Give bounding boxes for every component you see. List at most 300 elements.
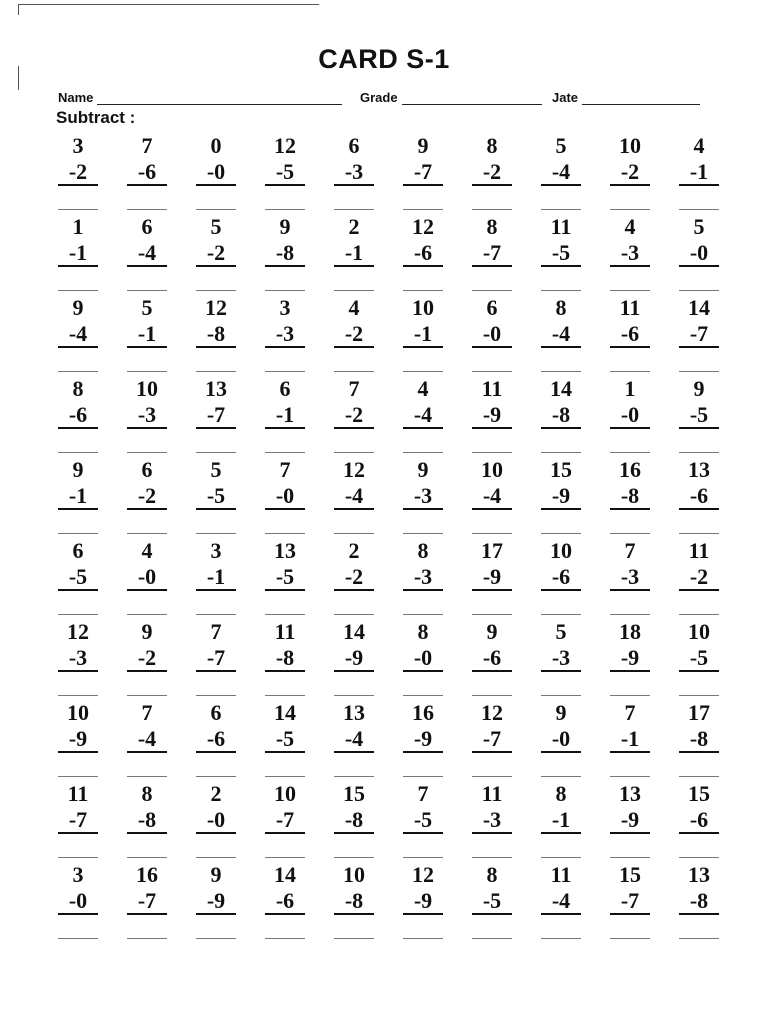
- grade-field[interactable]: [360, 90, 542, 105]
- separator-line: [196, 533, 236, 534]
- minuend: 6: [279, 376, 291, 401]
- separator-line: [196, 857, 236, 858]
- answer-line[interactable]: [541, 427, 581, 429]
- separator-line: [334, 938, 374, 939]
- subtrahend: -8: [275, 645, 295, 670]
- answer-line[interactable]: [679, 832, 719, 834]
- answer-line[interactable]: [196, 589, 236, 591]
- subtrahend: -0: [482, 321, 502, 346]
- subtrahend: -5: [275, 726, 295, 751]
- subtraction-problem: [182, 620, 251, 701]
- subtraction-problem: [527, 539, 596, 620]
- subtrahend: -8: [137, 807, 157, 832]
- separator-line: [265, 290, 305, 291]
- subtrahend: -9: [413, 726, 433, 751]
- subtraction-problem: [44, 377, 113, 458]
- answer-line[interactable]: [265, 832, 305, 834]
- answer-line[interactable]: [196, 913, 236, 915]
- subtraction-problem: [527, 215, 596, 296]
- minuend: 5: [141, 295, 153, 320]
- minuend: 8: [555, 781, 567, 806]
- answer-line[interactable]: [610, 913, 650, 915]
- answer-line[interactable]: [265, 265, 305, 267]
- subtrahend: -4: [344, 726, 364, 751]
- subtraction-problem: [596, 377, 665, 458]
- subtrahend: -6: [275, 888, 295, 913]
- minuend: 10: [688, 619, 710, 644]
- separator-line: [610, 371, 650, 372]
- subtraction-problem: [113, 134, 182, 215]
- minuend: 11: [550, 862, 572, 887]
- separator-line: [610, 290, 650, 291]
- answer-line[interactable]: [679, 508, 719, 510]
- name-field[interactable]: [58, 90, 342, 105]
- separator-line: [679, 290, 719, 291]
- subtrahend: -8: [344, 807, 364, 832]
- subtraction-problem: [113, 620, 182, 701]
- minuend: 16: [412, 700, 434, 725]
- separator-line: [403, 209, 443, 210]
- minuend: 7: [624, 538, 636, 563]
- subtraction-problem: [596, 539, 665, 620]
- separator-line: [403, 857, 443, 858]
- subtrahend: -6: [68, 402, 88, 427]
- subtraction-problem: [320, 458, 389, 539]
- subtrahend: -9: [620, 807, 640, 832]
- answer-line[interactable]: [403, 832, 443, 834]
- subtrahend: -5: [275, 564, 295, 589]
- minuend: 12: [412, 214, 434, 239]
- separator-line: [403, 614, 443, 615]
- subtraction-problem: [458, 296, 527, 377]
- separator-line: [610, 209, 650, 210]
- subtraction-problem: [596, 863, 665, 944]
- minuend: 7: [141, 700, 153, 725]
- answer-line[interactable]: [541, 589, 581, 591]
- subtraction-problem: [389, 134, 458, 215]
- subtraction-problem: [665, 863, 734, 944]
- subtrahend: -3: [482, 807, 502, 832]
- answer-line[interactable]: [265, 508, 305, 510]
- subtrahend: -1: [344, 240, 364, 265]
- subtraction-problem: [596, 134, 665, 215]
- subtrahend: -1: [68, 483, 88, 508]
- minuend: 15: [550, 457, 572, 482]
- separator-line: [265, 938, 305, 939]
- answer-line[interactable]: [265, 184, 305, 186]
- minuend: 2: [210, 781, 222, 806]
- subtraction-problem: [389, 620, 458, 701]
- subtraction-problem: [182, 215, 251, 296]
- subtraction-problem: [251, 458, 320, 539]
- answer-line[interactable]: [127, 508, 167, 510]
- subtrahend: -7: [137, 888, 157, 913]
- answer-line[interactable]: [610, 265, 650, 267]
- separator-line: [541, 857, 581, 858]
- answer-line[interactable]: [472, 265, 512, 267]
- separator-line: [679, 614, 719, 615]
- minuend: 10: [619, 133, 641, 158]
- minuend: 15: [619, 862, 641, 887]
- subtraction-problem: [458, 701, 527, 782]
- separator-line: [541, 371, 581, 372]
- minuend: 7: [141, 133, 153, 158]
- answer-line[interactable]: [127, 751, 167, 753]
- subtrahend: -5: [413, 807, 433, 832]
- subtraction-problem: [113, 539, 182, 620]
- subtrahend: -3: [620, 240, 640, 265]
- answer-line[interactable]: [196, 265, 236, 267]
- minuend: 6: [486, 295, 498, 320]
- separator-line: [265, 857, 305, 858]
- minuend: 5: [555, 619, 567, 644]
- name-blank-line[interactable]: [97, 92, 342, 105]
- answer-line[interactable]: [679, 184, 719, 186]
- answer-line[interactable]: [472, 346, 512, 348]
- answer-line[interactable]: [58, 832, 98, 834]
- subtraction-problem: [44, 296, 113, 377]
- answer-line[interactable]: [541, 670, 581, 672]
- answer-line[interactable]: [610, 346, 650, 348]
- answer-line[interactable]: [403, 751, 443, 753]
- subtrahend: -1: [275, 402, 295, 427]
- subtrahend: -6: [689, 807, 709, 832]
- subtraction-problem: [665, 377, 734, 458]
- subtraction-problem: [320, 539, 389, 620]
- answer-line[interactable]: [127, 913, 167, 915]
- subtrahend: -2: [137, 645, 157, 670]
- separator-line: [334, 290, 374, 291]
- answer-line[interactable]: [58, 184, 98, 186]
- separator-line: [472, 371, 512, 372]
- separator-line: [265, 371, 305, 372]
- minuend: 12: [412, 862, 434, 887]
- minuend: 5: [693, 214, 705, 239]
- separator-line: [265, 452, 305, 453]
- separator-line: [265, 614, 305, 615]
- answer-line[interactable]: [265, 427, 305, 429]
- subtrahend: -0: [413, 645, 433, 670]
- separator-line: [334, 452, 374, 453]
- separator-line: [403, 371, 443, 372]
- subtrahend: -2: [689, 564, 709, 589]
- answer-line[interactable]: [541, 508, 581, 510]
- subtrahend: -0: [551, 726, 571, 751]
- answer-line[interactable]: [58, 346, 98, 348]
- answer-line[interactable]: [265, 913, 305, 915]
- subtraction-problem: [527, 782, 596, 863]
- subtraction-problem: [44, 458, 113, 539]
- separator-line: [472, 857, 512, 858]
- separator-line: [127, 209, 167, 210]
- answer-line[interactable]: [196, 832, 236, 834]
- subtraction-problem: [251, 215, 320, 296]
- subtrahend: -9: [482, 564, 502, 589]
- subtrahend: -3: [344, 159, 364, 184]
- answer-line[interactable]: [127, 184, 167, 186]
- answer-line[interactable]: [610, 832, 650, 834]
- minuend: 14: [688, 295, 710, 320]
- separator-line: [127, 614, 167, 615]
- answer-line[interactable]: [610, 589, 650, 591]
- minuend: 9: [141, 619, 153, 644]
- grade-blank-line[interactable]: [402, 92, 542, 105]
- answer-line[interactable]: [58, 751, 98, 753]
- subtrahend: -9: [413, 888, 433, 913]
- minuend: 8: [141, 781, 153, 806]
- answer-line[interactable]: [472, 670, 512, 672]
- separator-line: [127, 857, 167, 858]
- answer-line[interactable]: [196, 346, 236, 348]
- subtrahend: -3: [137, 402, 157, 427]
- answer-line[interactable]: [472, 184, 512, 186]
- minuend: 11: [481, 781, 503, 806]
- date-field[interactable]: [552, 90, 700, 105]
- separator-line: [541, 290, 581, 291]
- separator-line: [58, 452, 98, 453]
- subtrahend: -0: [206, 807, 226, 832]
- answer-line[interactable]: [610, 670, 650, 672]
- answer-line[interactable]: [334, 589, 374, 591]
- minuend: 16: [136, 862, 158, 887]
- subtraction-problem: [320, 863, 389, 944]
- subtrahend: -3: [413, 483, 433, 508]
- answer-line[interactable]: [679, 913, 719, 915]
- answer-line[interactable]: [403, 670, 443, 672]
- minuend: 11: [274, 619, 296, 644]
- answer-line[interactable]: [610, 427, 650, 429]
- answer-line[interactable]: [403, 589, 443, 591]
- subtrahend: -4: [137, 240, 157, 265]
- answer-line[interactable]: [58, 589, 98, 591]
- minuend: 9: [417, 133, 429, 158]
- answer-line[interactable]: [196, 427, 236, 429]
- answer-line[interactable]: [265, 751, 305, 753]
- separator-line: [679, 533, 719, 534]
- subtrahend: -9: [344, 645, 364, 670]
- minuend: 7: [210, 619, 222, 644]
- answer-line[interactable]: [472, 589, 512, 591]
- minuend: 10: [136, 376, 158, 401]
- answer-line[interactable]: [403, 913, 443, 915]
- subtraction-problem: [320, 620, 389, 701]
- answer-line[interactable]: [334, 751, 374, 753]
- minuend: 12: [274, 133, 296, 158]
- answer-line[interactable]: [679, 346, 719, 348]
- answer-line[interactable]: [58, 913, 98, 915]
- answer-line[interactable]: [679, 265, 719, 267]
- answer-line[interactable]: [679, 589, 719, 591]
- subtraction-problem: [458, 458, 527, 539]
- separator-line: [196, 452, 236, 453]
- subtrahend: -7: [482, 726, 502, 751]
- subtraction-problem: [182, 539, 251, 620]
- answer-line[interactable]: [196, 751, 236, 753]
- subtraction-problem: [113, 296, 182, 377]
- subtrahend: -9: [206, 888, 226, 913]
- subtraction-problem: [389, 296, 458, 377]
- subtrahend: -0: [206, 159, 226, 184]
- separator-line: [610, 695, 650, 696]
- subtrahend: -6: [482, 645, 502, 670]
- answer-line[interactable]: [265, 346, 305, 348]
- answer-line[interactable]: [679, 427, 719, 429]
- answer-line[interactable]: [58, 427, 98, 429]
- answer-line[interactable]: [334, 832, 374, 834]
- subtraction-problem: [596, 620, 665, 701]
- answer-line[interactable]: [541, 832, 581, 834]
- subtrahend: -2: [206, 240, 226, 265]
- subtrahend: -1: [551, 807, 571, 832]
- answer-line[interactable]: [127, 265, 167, 267]
- problem-row: [44, 458, 734, 539]
- minuend: 9: [72, 457, 84, 482]
- separator-line: [334, 209, 374, 210]
- separator-line: [679, 938, 719, 939]
- answer-line[interactable]: [127, 346, 167, 348]
- subtraction-problem: [596, 701, 665, 782]
- answer-line[interactable]: [679, 751, 719, 753]
- answer-line[interactable]: [127, 589, 167, 591]
- subtraction-problem: [596, 215, 665, 296]
- separator-line: [472, 695, 512, 696]
- answer-line[interactable]: [334, 265, 374, 267]
- answer-line[interactable]: [472, 751, 512, 753]
- subtraction-problem: [251, 863, 320, 944]
- date-label: Jate: [552, 90, 579, 105]
- answer-line[interactable]: [403, 265, 443, 267]
- answer-line[interactable]: [679, 670, 719, 672]
- separator-line: [679, 371, 719, 372]
- subtrahend: -6: [620, 321, 640, 346]
- card-title: CARD S-1: [318, 44, 450, 74]
- subtraction-problem: [44, 134, 113, 215]
- answer-line[interactable]: [127, 670, 167, 672]
- answer-line[interactable]: [334, 670, 374, 672]
- minuend: 4: [417, 376, 429, 401]
- answer-line[interactable]: [58, 265, 98, 267]
- answer-line[interactable]: [541, 913, 581, 915]
- answer-line[interactable]: [265, 670, 305, 672]
- subtrahend: -7: [620, 888, 640, 913]
- minuend: 10: [67, 700, 89, 725]
- answer-line[interactable]: [472, 913, 512, 915]
- answer-line[interactable]: [334, 427, 374, 429]
- separator-line: [472, 776, 512, 777]
- subtraction-problem: [44, 701, 113, 782]
- answer-line[interactable]: [541, 346, 581, 348]
- answer-line[interactable]: [196, 184, 236, 186]
- separator-line: [58, 371, 98, 372]
- separator-line: [58, 776, 98, 777]
- answer-line[interactable]: [610, 751, 650, 753]
- minuend: 13: [619, 781, 641, 806]
- separator-line: [58, 290, 98, 291]
- answer-line[interactable]: [541, 184, 581, 186]
- answer-line[interactable]: [334, 346, 374, 348]
- answer-line[interactable]: [403, 508, 443, 510]
- answer-line[interactable]: [58, 508, 98, 510]
- subtraction-problem: [113, 215, 182, 296]
- subtrahend: -6: [689, 483, 709, 508]
- answer-line[interactable]: [58, 670, 98, 672]
- subtraction-problem: [44, 215, 113, 296]
- subtraction-problem: [113, 458, 182, 539]
- answer-line[interactable]: [472, 832, 512, 834]
- answer-line[interactable]: [472, 427, 512, 429]
- separator-line: [541, 776, 581, 777]
- minuend: 0: [210, 133, 222, 158]
- minuend: 14: [343, 619, 365, 644]
- subtraction-problem: [527, 377, 596, 458]
- answer-line[interactable]: [403, 427, 443, 429]
- subtraction-problem: [389, 377, 458, 458]
- answer-line[interactable]: [334, 508, 374, 510]
- minuend: 6: [141, 457, 153, 482]
- minuend: 9: [417, 457, 429, 482]
- subtraction-problem: [320, 701, 389, 782]
- answer-line[interactable]: [403, 346, 443, 348]
- answer-line[interactable]: [127, 427, 167, 429]
- separator-line: [472, 533, 512, 534]
- answer-line[interactable]: [403, 184, 443, 186]
- answer-line[interactable]: [541, 265, 581, 267]
- separator-line: [334, 533, 374, 534]
- subtraction-problem: [389, 539, 458, 620]
- subtraction-problem: [596, 782, 665, 863]
- answer-line[interactable]: [196, 508, 236, 510]
- minuend: 8: [417, 538, 429, 563]
- minuend: 9: [693, 376, 705, 401]
- subtrahend: -1: [620, 726, 640, 751]
- subtraction-problem: [596, 296, 665, 377]
- subtraction-problem: [182, 701, 251, 782]
- subtrahend: -9: [482, 402, 502, 427]
- subtraction-problem: [113, 782, 182, 863]
- subtraction-problem: [182, 377, 251, 458]
- subtrahend: -1: [68, 240, 88, 265]
- answer-line[interactable]: [334, 184, 374, 186]
- subtrahend: -7: [482, 240, 502, 265]
- problem-row: [44, 863, 734, 944]
- subtraction-problem: [320, 134, 389, 215]
- minuend: 1: [72, 214, 84, 239]
- minuend: 5: [210, 214, 222, 239]
- subtrahend: -8: [551, 402, 571, 427]
- subtraction-problem: [527, 620, 596, 701]
- subtrahend: -9: [620, 645, 640, 670]
- separator-line: [541, 695, 581, 696]
- answer-line[interactable]: [334, 913, 374, 915]
- answer-line[interactable]: [610, 508, 650, 510]
- subtraction-problem: [113, 863, 182, 944]
- answer-line[interactable]: [127, 832, 167, 834]
- answer-line[interactable]: [541, 751, 581, 753]
- answer-line[interactable]: [472, 508, 512, 510]
- subtrahend: -4: [68, 321, 88, 346]
- separator-line: [265, 776, 305, 777]
- date-blank-line[interactable]: [582, 92, 700, 105]
- minuend: 9: [72, 295, 84, 320]
- separator-line: [127, 776, 167, 777]
- grade-label: Grade: [360, 90, 398, 105]
- separator-line: [679, 857, 719, 858]
- answer-line[interactable]: [196, 670, 236, 672]
- subtraction-problem: [182, 458, 251, 539]
- answer-line[interactable]: [265, 589, 305, 591]
- subtraction-problem: [527, 701, 596, 782]
- answer-line[interactable]: [610, 184, 650, 186]
